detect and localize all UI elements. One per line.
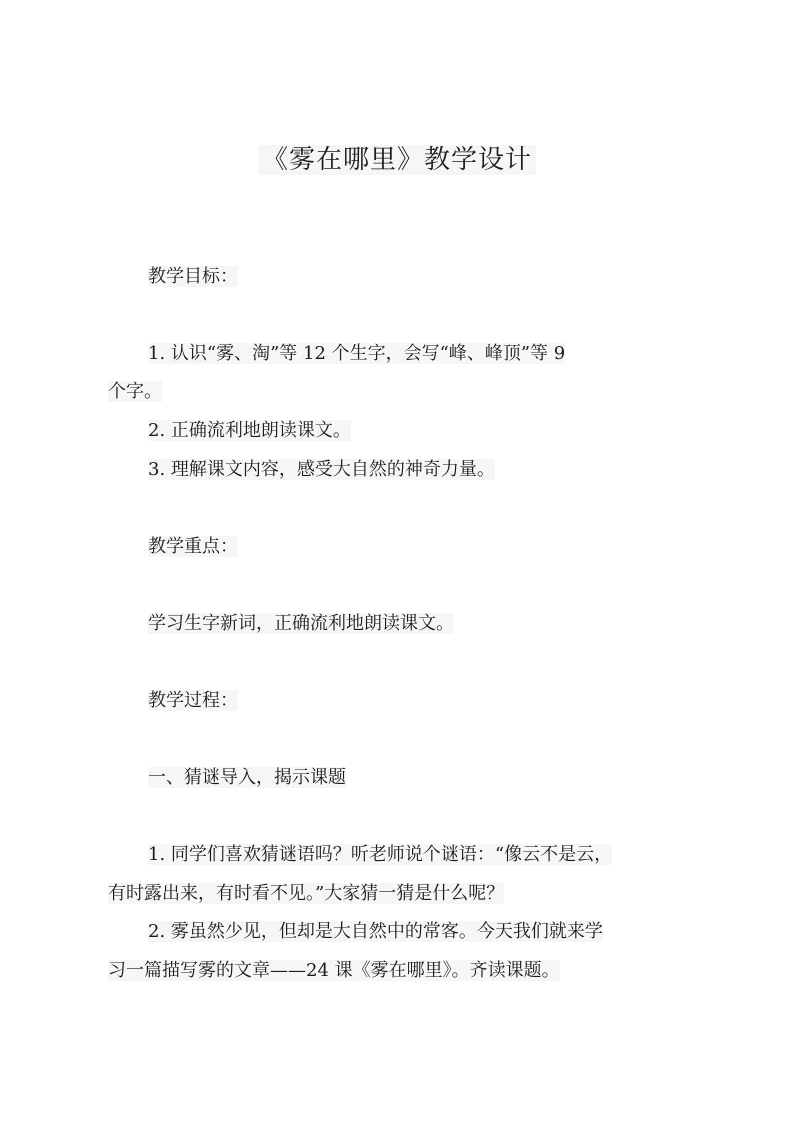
step-1-line-2: 有时露出来，有时看不见。”大家猜一猜是什么呢？ bbox=[108, 883, 505, 904]
process-heading: 教学过程： bbox=[148, 690, 238, 711]
section-1-heading: 一、猜谜导入，揭示课题 bbox=[148, 767, 346, 788]
objectives-heading: 教学目标： bbox=[148, 266, 238, 287]
objective-3: 3. 理解课文内容，感受大自然的神奇力量。 bbox=[148, 459, 495, 480]
objective-2: 2. 正确流利地朗读课文。 bbox=[148, 420, 351, 441]
step-2-line-2: 习一篇描写雾的文章——24 课《雾在哪里》。齐读课题。 bbox=[108, 960, 560, 981]
objective-1-line-2: 个字。 bbox=[108, 381, 162, 402]
step-1-line-1: 1. 同学们喜欢猜谜语吗？听老师说个谜语：“像云不是云， bbox=[148, 844, 613, 865]
step-2-line-1: 2. 雾虽然少见，但却是大自然中的常客。今天我们就来学 bbox=[148, 921, 603, 942]
key-points-text: 学习生字新词，正确流利地朗读课文。 bbox=[148, 613, 454, 634]
document-title-text: 《雾在哪里》教学设计 bbox=[258, 145, 536, 175]
key-points-heading: 教学重点： bbox=[148, 536, 238, 557]
objective-1-line-1: 1. 认识“雾、淘”等 12 个生字，会写“峰、峰顶”等 9 bbox=[148, 343, 566, 364]
document-title bbox=[0, 138, 794, 182]
